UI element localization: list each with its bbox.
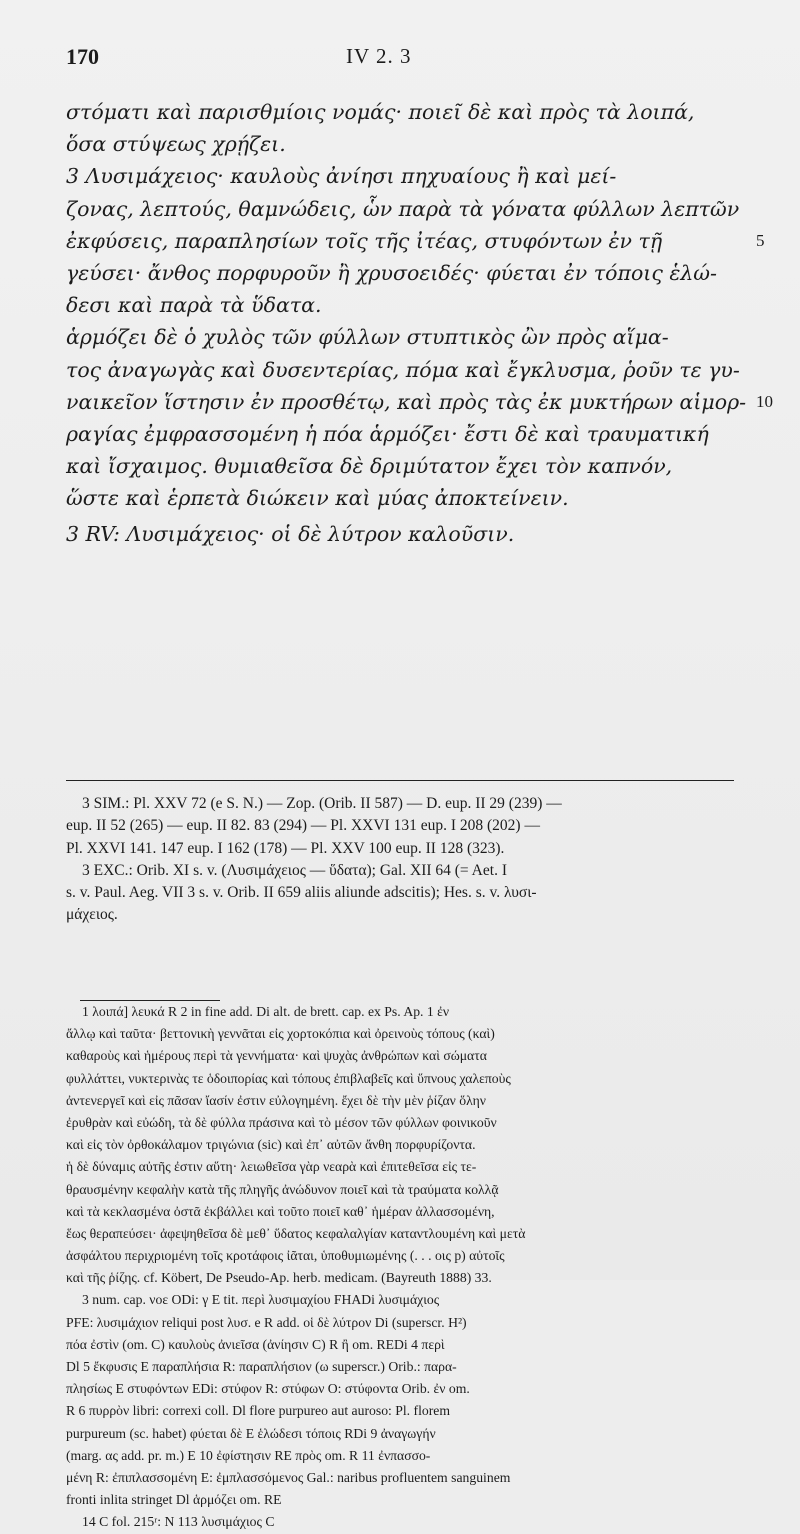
testimonia-line: s. v. Paul. Aeg. VII 3 s. v. Orib. II 659 aliis aliunde adscitis); Hes. s. v. λυσι-: [66, 884, 537, 902]
text-line: [66, 193, 740, 225]
testimonia-line: 3 SIM.: Pl. XXV 72 (e S. N.) — Zop. (Orib. II 587) — D. eup. II 29 (239) —: [82, 795, 562, 812]
text-line: [66, 354, 740, 386]
text-line-content: ναικεῖον ἵστησιν ἐν προσθέτῳ, καὶ πρὸς τὰς ἐκ μυκτήρων αἱμορ-: [66, 389, 747, 414]
line-number: 10: [756, 391, 773, 411]
text-line: [66, 289, 730, 321]
apparatus-line: ἀσφάλτου περιχριομένη τοῖς κροτάφοις ἰᾶται, ὑποθυμιωμένης (. . . οις p) αὐτοῖς: [66, 1248, 505, 1264]
apparatus-line: ἄλλῳ καὶ ταῦτα· βεττονικὴ γεννᾶται εἰς χορτοκόπια καὶ ὀρεινοὺς τόπους (καὶ): [66, 1026, 495, 1042]
line-number: 5: [756, 230, 765, 250]
text-line-content: καὶ ἴσχαιμος. θυμιαθεῖσα δὲ δριμύτατον ἔχει τὸν καπνόν,: [66, 454, 673, 479]
text-line-content: γεύσει· ἄνθος πορφυροῦν ἢ χρυσοειδές· φύεται ἐν τόποις ἑλώ-: [66, 260, 717, 285]
text-line-content: ζονας, λεπτούς, θαμνώδεις, ὧν παρὰ τὰ γόνατα φύλλων λεπτῶν: [66, 196, 740, 221]
apparatus-line: μένη R: ἐπιπλασσομένη E: ἐμπλασσόμενος Gal.: naribus profluentem sanguinem: [66, 1469, 511, 1485]
running-head: IV 2. 3: [346, 44, 412, 68]
text-line-content: 3 Λυσιμάχειος· καυλοὺς ἀνίησι πηχυαίους ἢ καὶ μεί-: [66, 164, 617, 189]
text-line: [66, 321, 730, 353]
apparatus-line: πόα ἐστὶν (om. C) καυλοὺς ἀνιεῖσα (ἀνίησιν C) R ἢ om. REDi 4 περὶ: [66, 1336, 445, 1352]
page-number: 170: [66, 44, 99, 69]
text-line: [66, 96, 730, 128]
text-line-content: 3 RV: Λυσιμάχειος· οἱ δὲ λύτρον καλοῦσιν.: [66, 522, 515, 547]
text-line: [66, 418, 730, 450]
apparatus-line: ἀντενεργεῖ καὶ εἰς πᾶσαν ἴασίν ἐστιν εὐλογημένη. ἔχει δὲ τὴν μὲν ῥίζαν ὅλην: [66, 1092, 486, 1108]
apparatus-line: 14 C fol. 215ʳ: N 113 λυσιμάχιος C: [82, 1514, 275, 1530]
main-text: [66, 96, 773, 551]
text-line: [66, 450, 730, 482]
separator-rule: [66, 780, 734, 781]
testimonia-line: Pl. XXVI 141. 147 eup. I 162 (178) — Pl. XXV 100 eup. II 128 (323).: [66, 839, 505, 857]
text-line: [66, 482, 730, 514]
text-line-content: τος ἀναγωγὰς καὶ δυσεντερίας, πόμα καὶ ἔγκλυσμα, ῥοῦν τε γυ-: [66, 357, 740, 382]
text-line: [66, 160, 730, 192]
apparatus-line: 1 λοιπά] λευκά R 2 in fine add. Di alt. de brett. cap. ex Ps. Ap. 1 ἐν: [82, 1004, 450, 1019]
text-line-content: ἁρμόζει δὲ ὁ χυλὸς τῶν φύλλων στυπτικὸς ὢν πρὸς αἵμα-: [66, 325, 669, 350]
text-line-content: στόματι καὶ παρισθμίοις νομάς· ποιεῖ δὲ καὶ πρὸς τὰ λοιπά,: [66, 100, 695, 124]
apparatus-line: 3 num. cap. νοε ODi: γ E tit. περὶ λυσιμαχίου FHADi λυσιμάχιος: [82, 1292, 440, 1308]
apparatus-line: R 6 πυρρὸν libri: correxi coll. Dl flore purpureo aut auroso: Pl. florem: [66, 1403, 451, 1419]
text-line: [66, 225, 765, 257]
apparatus-line: Dl 5 ἔκφυσις E παραπλήσια R: παραπλήσιον (ω superscr.) Orib.: παρα-: [66, 1359, 457, 1374]
text-line-content: δεσι καὶ παρὰ τὰ ὕδατα.: [66, 293, 322, 318]
text-line-content: ὅσα στύψεως χρῄζει.: [66, 132, 286, 157]
apparatus-line: purpureum (sc. habet) φύεται δὲ E ἑλώδεσι τόποις RDi 9 ἀναγωγήν: [66, 1425, 436, 1441]
apparatus-line: καθαροὺς καὶ ἡμέρους περὶ τὰ γεννήματα· καὶ ψυχὰς ἀνθρώπων καὶ σώματα: [66, 1048, 487, 1064]
text-line: [66, 257, 730, 289]
apparatus-line: ἐρυθρὰν καὶ εὐώδη, τὰ δὲ φύλλα πράσινα καὶ τὸ μέσον τῶν φύλλων φοινικοῦν: [66, 1114, 497, 1130]
apparatus-line: φυλλάττει, νυκτερινὰς τε ὁδοιπορίας καὶ τόπους ἐπιβλαβεῖς καὶ ὕπνους χαλεποὺς: [66, 1070, 511, 1086]
text-line: [66, 518, 730, 550]
apparatus-line: (marg. ας add. pr. m.) E 10 ἐφίστησιν RE πρὸς om. R 11 ἐνπασσο-: [66, 1447, 431, 1463]
page-header: [66, 44, 736, 74]
apparatus-line: ἕως θεραπεύσει· ἀφεψηθεῖσα δὲ μεθ᾽ ὕδατος κεφαλαλγίαν καταντλουμένη καὶ μετὰ: [66, 1225, 526, 1241]
apparatus-line: θραυσμένην κεφαλὴν κατὰ τῆς πληγῆς ἀνώδυνον ποιεῖ καὶ τὰ τραύματα κολλᾷ: [66, 1181, 499, 1197]
apparatus-line: πλησίως E στυφόντων EDi: στύφον R: στύφων O: στύφοντα Orib. ἐν om.: [66, 1381, 470, 1397]
apparatus-block: [66, 1001, 734, 1534]
apparatus-line: καὶ τὰ κεκλασμένα ὀστᾶ ἐκβάλλει καὶ τοῦτο ποιεῖ καθ᾽ ἡμέραν ἀλλασσομένη,: [66, 1203, 495, 1219]
testimonia-line: μάχειος.: [66, 906, 118, 924]
text-line-content: ὥστε καὶ ἑρπετὰ διώκειν καὶ μύας ἀποκτείνειν.: [66, 486, 569, 511]
apparatus-line: καὶ τῆς ῥίζης. cf. Köbert, De Pseudo-Ap. herb. medicam. (Bayreuth 1888) 33.: [66, 1270, 492, 1286]
text-line-content: ραγίας ἐμφρασσομένη ἡ πόα ἁρμόζει· ἔστι δὲ καὶ τραυματική: [66, 421, 709, 446]
apparatus-line: καὶ εἰς τὸν ὀρθοκάλαμον τριγώνια (sic) καὶ ἐπ᾽ αὐτῶν ἄνθη πορφυρίζοντα.: [66, 1137, 476, 1153]
apparatus-line: PFE: λυσιμάχιον reliqui post λυσ. e R add. οἱ δὲ λύτρον Di (superscr. H²): [66, 1314, 467, 1330]
testimonia-line: 3 EXC.: Orib. XI s. v. (Λυσιμάχειος — ὕδατα); Gal. XII 64 (= Aet. I: [82, 861, 507, 879]
apparatus-line: ἡ δὲ δύναμις αὐτῆς ἐστιν αὕτη· λειωθεῖσα γὰρ νεαρὰ καὶ ἐπιτεθεῖσα εἰς τε-: [66, 1159, 477, 1175]
testimonia-block: [66, 793, 734, 927]
text-line: [66, 386, 773, 418]
apparatus-line: fronti inlita stringet Dl ἁρμόζει om. RE: [66, 1492, 282, 1508]
text-line-content: ἐκφύσεις, παραπλησίων τοῖς τῆς ἰτέας, στυφόντων ἐν τῇ: [66, 228, 663, 253]
text-line: [66, 128, 730, 160]
testimonia-line: eup. II 52 (265) — eup. II 82. 83 (294) — Pl. XXVI 131 eup. I 208 (202) —: [66, 817, 540, 835]
